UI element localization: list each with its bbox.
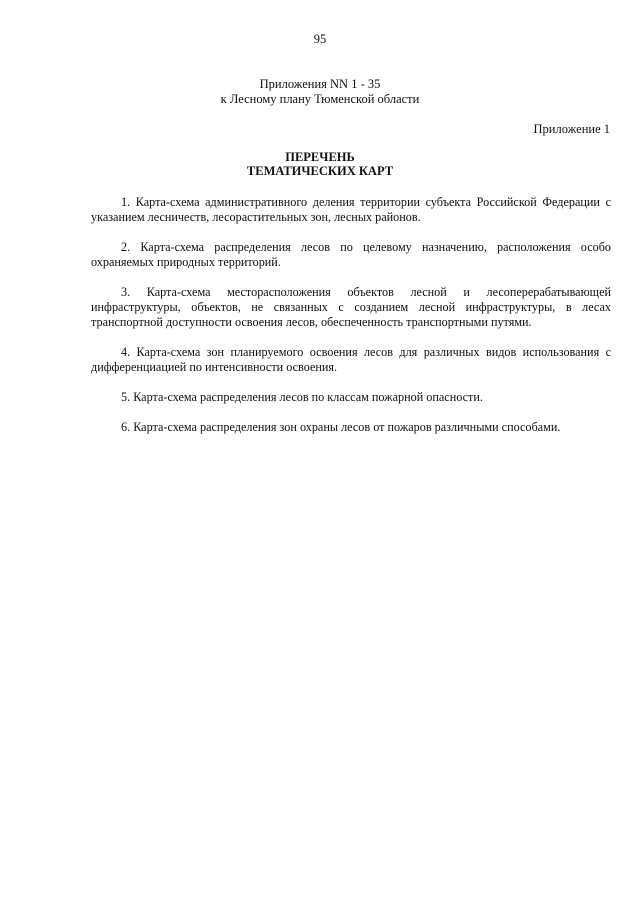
appendix-header-line2: к Лесному плану Тюменской области <box>220 92 420 106</box>
list-item: 1. Карта-схема административного деления территории субъекта Российской Федерации с указанием лесничеств, лесорастительных зон, лесных районов. <box>91 195 611 224</box>
title-line2: ТЕМАТИЧЕСКИХ КАРТ <box>246 164 394 178</box>
appendix-label: Приложение 1 <box>533 122 610 136</box>
list-item: 5. Карта-схема распределения лесов по классам пожарной опасности. <box>121 390 483 404</box>
list-item: 4. Карта-схема зон планируемого освоения лесов для различных видов использования с дифференциацией по интенсивности освоения. <box>91 345 611 374</box>
list-item: 2. Карта-схема распределения лесов по целевому назначению, расположения особо охраняемых природных территорий. <box>91 240 611 269</box>
thematic-maps-list <box>91 195 611 450</box>
appendix-header-line1: Приложения NN 1 - 35 <box>259 77 381 91</box>
page-number: 95 <box>313 32 327 46</box>
list-item: 6. Карта-схема распределения зон охраны лесов от пожаров различными способами. <box>121 420 561 434</box>
list-item: 3. Карта-схема месторасположения объектов лесной и лесоперерабатывающей инфраструктуры, объектов, не связанных с созданием лесной инфраструктуры, в лесах транспортной доступности освоения лесов, обеспеченность транспортными путями. <box>91 285 611 329</box>
appendix-header <box>0 77 640 107</box>
document-title <box>0 150 640 178</box>
title-line1: ПЕРЕЧЕНЬ <box>285 150 355 164</box>
